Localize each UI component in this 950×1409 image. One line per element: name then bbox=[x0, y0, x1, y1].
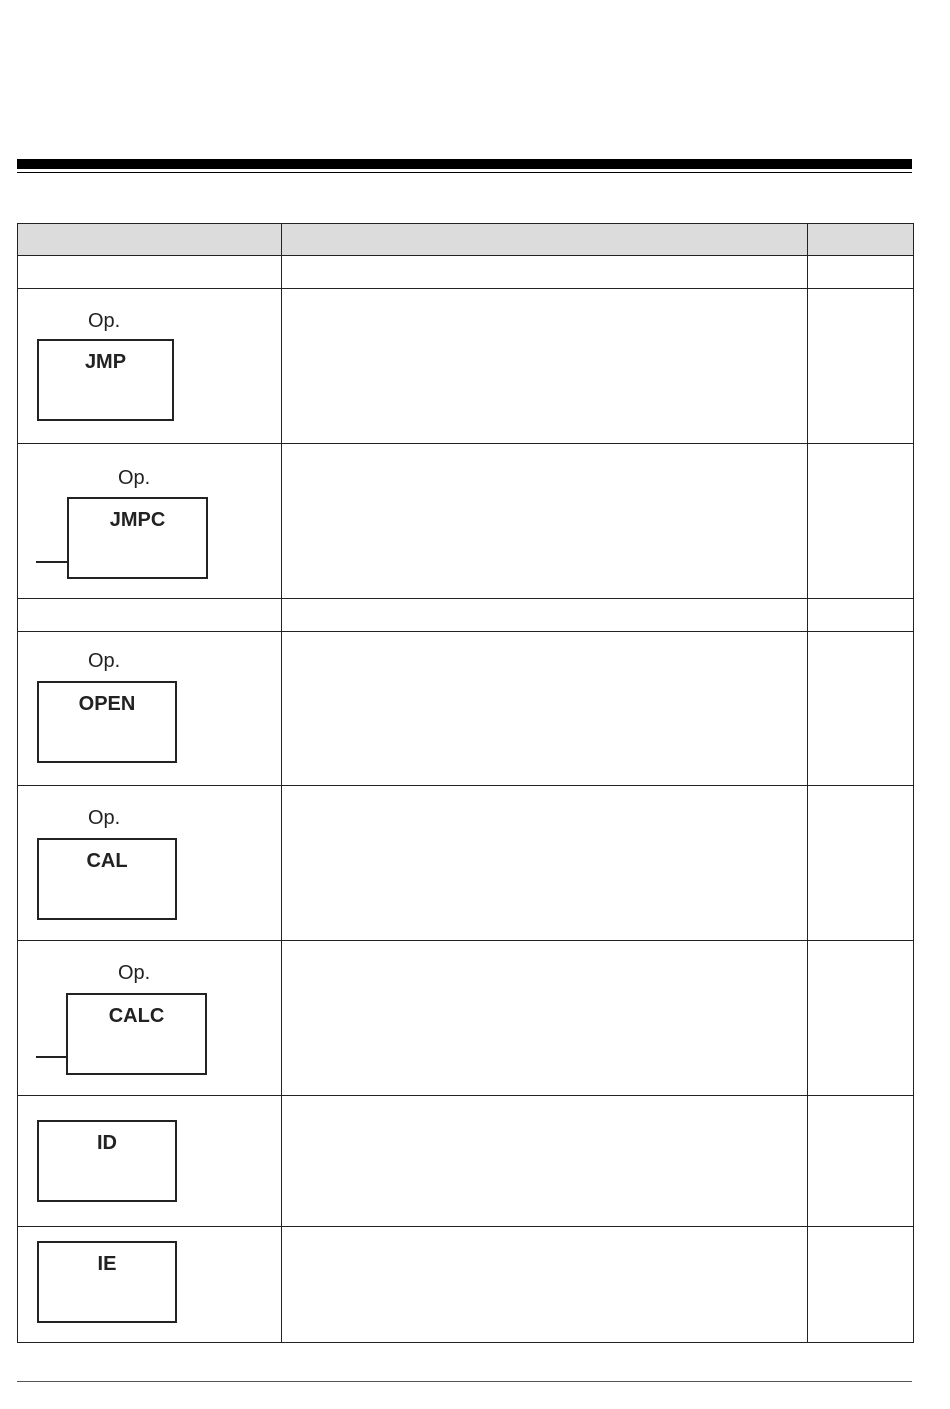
table-row bbox=[18, 1227, 914, 1343]
header-rule-thick bbox=[17, 159, 912, 169]
operand-label: Op. bbox=[118, 962, 151, 984]
instruction-mnemonic: JMP bbox=[84, 351, 127, 373]
operand-label: Op. bbox=[88, 650, 121, 672]
header-cell-symbol bbox=[18, 224, 282, 256]
instruction-box bbox=[37, 1120, 177, 1202]
instruction-table bbox=[17, 223, 914, 1343]
table-row bbox=[18, 1096, 914, 1227]
instruction-mnemonic: CALC bbox=[108, 1005, 165, 1027]
table-header-row bbox=[18, 224, 914, 256]
instruction-box bbox=[37, 1241, 177, 1323]
table-row bbox=[18, 599, 914, 632]
instruction-box bbox=[37, 339, 174, 421]
instruction-box bbox=[66, 993, 207, 1075]
instruction-box bbox=[37, 681, 177, 763]
table-row bbox=[18, 444, 914, 599]
operand-label: Op. bbox=[88, 310, 121, 332]
table-row bbox=[18, 632, 914, 786]
table-row bbox=[18, 786, 914, 941]
table-row bbox=[18, 289, 914, 444]
input-rung-line bbox=[36, 561, 68, 563]
instruction-box bbox=[67, 497, 208, 579]
header-cell-extra bbox=[808, 224, 914, 256]
header-rule-thin bbox=[17, 172, 912, 173]
table-row bbox=[18, 941, 914, 1096]
instruction-mnemonic: JMPC bbox=[109, 509, 166, 531]
instruction-mnemonic: CAL bbox=[86, 850, 128, 872]
footer-rule bbox=[17, 1381, 912, 1382]
instruction-box bbox=[37, 838, 177, 920]
table-row bbox=[18, 256, 914, 289]
instruction-mnemonic: OPEN bbox=[78, 693, 136, 715]
instruction-mnemonic: ID bbox=[97, 1132, 117, 1154]
operand-label: Op. bbox=[88, 807, 121, 829]
header-cell-description bbox=[282, 224, 808, 256]
instruction-mnemonic: IE bbox=[97, 1253, 117, 1275]
input-rung-line bbox=[36, 1056, 68, 1058]
operand-label: Op. bbox=[118, 467, 151, 489]
